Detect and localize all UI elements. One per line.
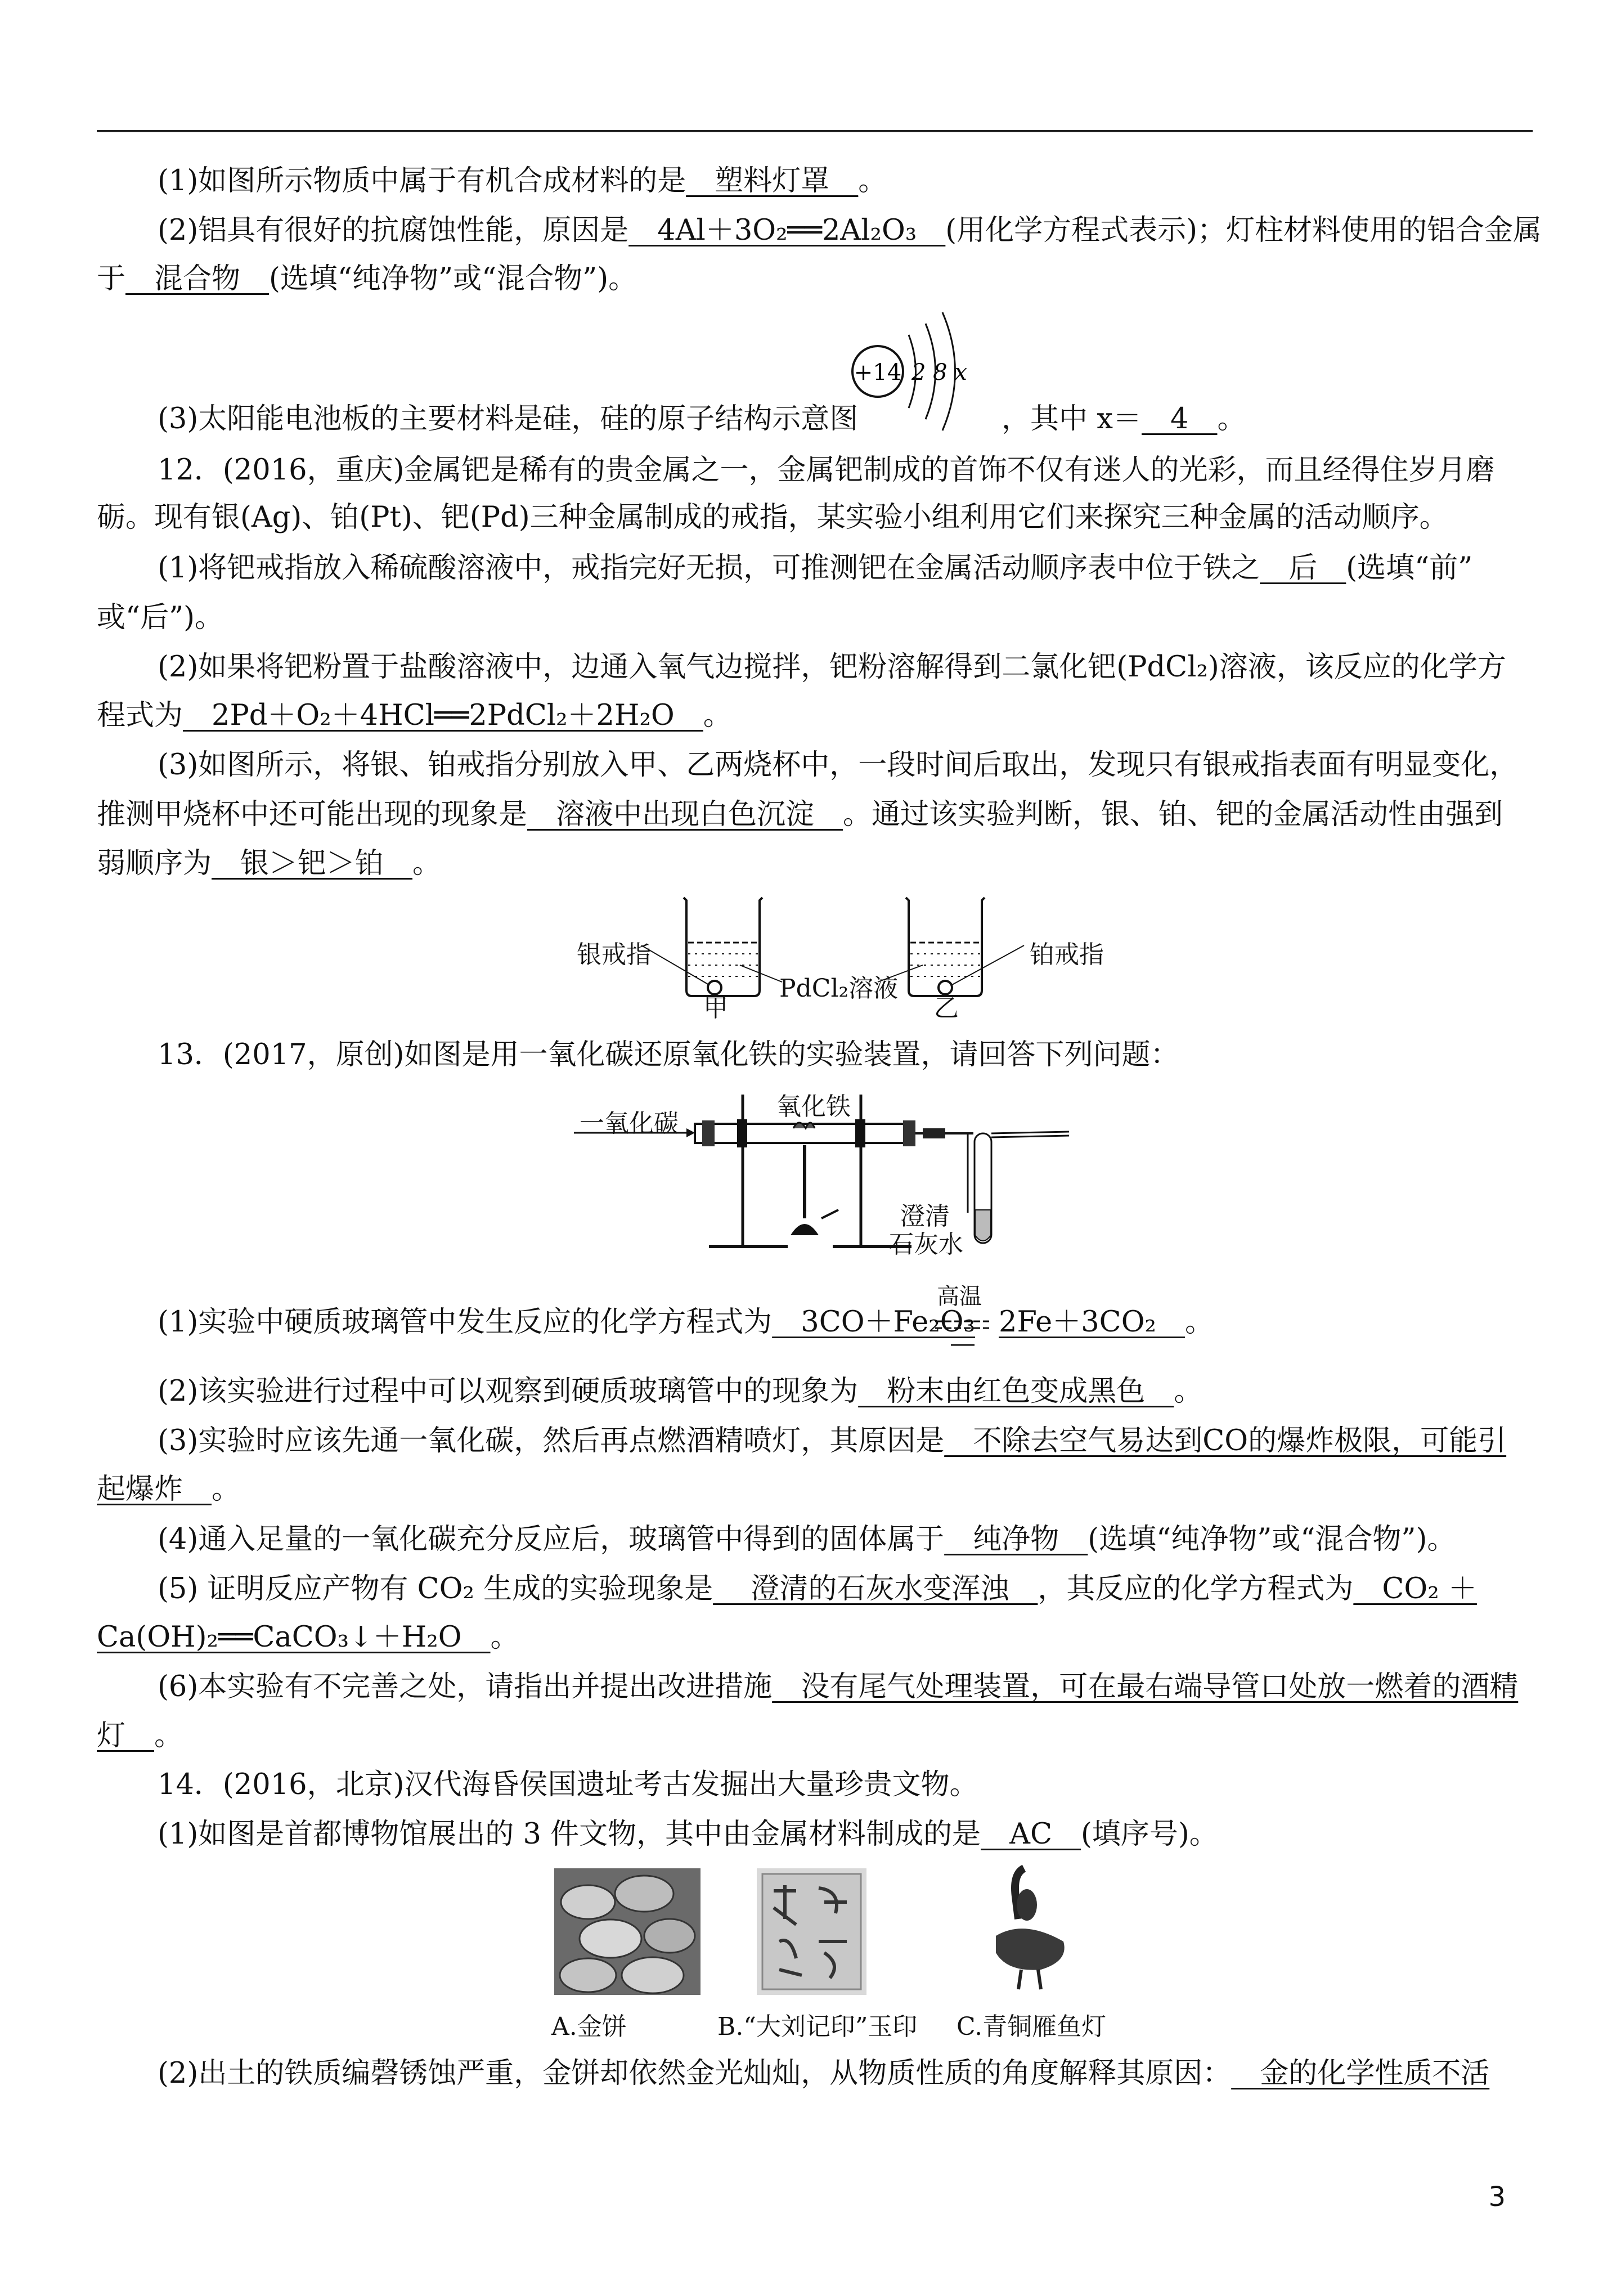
q13-part3-cont: 起爆炸__。 xyxy=(97,1473,241,1506)
header-rule xyxy=(97,130,1533,132)
gold-cakes-photo xyxy=(554,1868,701,1995)
fig-label-co: 一氧化碳 xyxy=(580,1109,679,1138)
q13-part3: (3)实验时应该先通一氧化碳，然后再点燃酒精喷灯，其原因是__不除去空气易达到CO的爆炸极限，可能引 xyxy=(158,1424,1507,1458)
q12-intro-line2: 砺。现有银(Ag)、铂(Pt)、钯(Pd)三种金属制成的戒指，某实验小组利用它们来探究三种金属的活动顺序。 xyxy=(97,501,1448,534)
q14-part2: (2)出土的铁质编磬锈蚀严重，金饼却依然金光灿灿，从物质性质的角度解释其原因：__金的化学性质不活 xyxy=(158,2057,1490,2090)
fig-label-solution: PdCl₂溶液 xyxy=(779,974,899,1003)
q13-part5: (5) 证明反应产物有 CO₂ 生成的实验现象是__ 澄清的石灰水变浑浊__，其反应的化学方程式为__CO₂ ＋ xyxy=(158,1572,1477,1606)
q13-part1-tail: 2Fe＋3CO₂__。 xyxy=(999,1306,1214,1339)
answer-blank: __金的化学性质不活 xyxy=(1231,2057,1490,2090)
caption-c: C.青铜雁鱼灯 xyxy=(957,2012,1107,2041)
q11-part2-cont: 于__混合物__(选填“纯净物”或“混合物”)。 xyxy=(97,262,637,295)
q12-part2-line1: (2)如果将钯粉置于盐酸溶液中，边通入氧气边搅拌，钯粉溶解得到二氯化钯(PdCl₂)溶液，该反应的化学方 xyxy=(158,651,1506,684)
page-number: 3 xyxy=(1488,2181,1506,2213)
answer-blank: __不除去空气易达到CO的爆炸极限，可能引 xyxy=(944,1424,1507,1458)
q13-part1: (1)实验中硬质玻璃管中发生反应的化学方程式为__3CO＋Fe₂O₃ xyxy=(158,1306,976,1339)
bronze-lamp-photo xyxy=(979,1857,1080,1995)
answer-blank: __纯净物__ xyxy=(944,1523,1088,1556)
answer-blank: __塑料灯罩__ xyxy=(686,164,859,198)
answer-blank: __粉末由红色变成黑色__ xyxy=(858,1375,1174,1408)
answer-blank: Ca(OH)₂══CaCO₃↓＋H₂O__ xyxy=(97,1621,491,1654)
fig-label-platinum-ring: 铂戒指 xyxy=(1030,940,1104,969)
q11-part3-tail: ，其中 x＝__4__。 xyxy=(1002,402,1246,436)
fig-label-iron-oxide: 氧化铁 xyxy=(776,1092,851,1121)
q14-intro: 14．(2016，北京)汉代海昏侯国遗址考古发掘出大量珍贵文物。 xyxy=(158,1768,978,1801)
q13-part6: (6)本实验有不完善之处，请指出并提出改进措施__没有尾气处理装置，可在最右端导管口处放一燃着的酒精 xyxy=(158,1670,1519,1703)
answer-blank: __2Pd＋O₂＋4HCl══2PdCl₂＋2H₂O__ xyxy=(183,699,703,732)
answer-blank: 灯__ xyxy=(97,1719,155,1752)
silicon-atom-diagram xyxy=(847,301,993,436)
answer-blank: __CO₂ ＋ xyxy=(1353,1572,1477,1606)
jade-seal-photo xyxy=(757,1868,866,1995)
answer-blank: __3CO＋Fe₂O₃ xyxy=(772,1306,976,1339)
caption-b: B.“大刘记印”玉印 xyxy=(717,2012,918,2041)
fig-label-silver-ring: 银戒指 xyxy=(577,940,651,969)
q13-intro: 13．(2017，原创)如图是用一氧化碳还原氧化铁的实验装置，请回答下列问题： xyxy=(158,1038,1179,1071)
answer-blank: __混合物__ xyxy=(125,262,270,295)
q11-part3: (3)太阳能电池板的主要材料是硅，硅的原子结构示意图 xyxy=(158,402,859,436)
q13-part4: (4)通入足量的一氧化碳充分反应后，玻璃管中得到的固体属于__纯净物__(选填“纯净物”或“混合物”)。 xyxy=(158,1523,1456,1556)
answer-blank: 2Fe＋3CO₂__ xyxy=(999,1306,1185,1339)
q12-part3-line1: (3)如图所示，将银、铂戒指分别放入甲、乙两烧杯中，一段时间后取出，发现只有银戒指表面有明显变化， xyxy=(158,748,1519,782)
q12-part1-cont: 或“后”)。 xyxy=(97,601,224,634)
answer-blank: 起爆炸__ xyxy=(97,1473,212,1506)
q13-part6-cont: 灯__。 xyxy=(97,1719,183,1752)
q12-intro-line1: 12．(2016，重庆)金属钯是稀有的贵金属之一，金属钯制成的首饰不仅有迷人的光彩，而且经得住岁月磨 xyxy=(158,454,1495,487)
q12-part2: 程式为__2Pd＋O₂＋4HCl══2PdCl₂＋2H₂O__。 xyxy=(97,699,732,732)
answer-blank: __银＞钯＞铂__ xyxy=(212,847,413,880)
answer-blank: __溶液中出现白色沉淀__ xyxy=(527,798,843,831)
q12-part3-cont: 弱顺序为__银＞钯＞铂__。 xyxy=(97,847,442,880)
q12-part3: 推测甲烧杯中还可能出现的现象是__溶液中出现白色沉淀__。通过该实验判断，银、铂、钯的金属活动性由强到 xyxy=(97,798,1503,831)
caption-a: A.金饼 xyxy=(551,2012,627,2041)
atom-nucleus-label: +14 xyxy=(854,360,902,385)
q13-part5-cont: Ca(OH)₂══CaCO₃↓＋H₂O__。 xyxy=(97,1621,519,1654)
answer-blank: __ 澄清的石灰水变浑浊__ xyxy=(713,1572,1038,1606)
q14-part1: (1)如图是首都博物馆展出的 3 件文物，其中由金属材料制成的是__AC__(填序号)。 xyxy=(158,1818,1218,1851)
equals-sign xyxy=(934,1311,990,1351)
q13-part2: (2)该实验进行过程中可以观察到硬质玻璃管中的现象为__粉末由红色变成黑色__。 xyxy=(158,1375,1203,1408)
answer-blank: __后__ xyxy=(1260,551,1346,585)
reaction-condition: 高温 xyxy=(937,1284,982,1310)
fig-label-yi: 乙 xyxy=(934,994,959,1023)
fig-label-limewater-1: 澄清 xyxy=(900,1202,950,1231)
q12-part1: (1)将钯戒指放入稀硫酸溶液中，戒指完好无损，可推测钯在金属活动顺序表中位于铁之__后__(选填“前” xyxy=(158,551,1473,585)
q11-part1: (1)如图所示物质中属于有机合成材料的是__塑料灯罩__。 xyxy=(158,164,887,198)
q11-part2: (2)铝具有很好的抗腐蚀性能，原因是__4Al＋3O₂══2Al₂O₃__(用化学方程式表示)；灯柱材料使用的铝合金属 xyxy=(158,214,1542,247)
fig-label-limewater-2: 石灰水 xyxy=(889,1230,963,1259)
answer-blank: __4__ xyxy=(1141,402,1218,436)
answer-blank: __AC__ xyxy=(981,1818,1081,1851)
answer-blank: __没有尾气处理装置，可在最右端导管口处放一燃着的酒精 xyxy=(772,1670,1519,1703)
fig-label-jia: 甲 xyxy=(703,994,728,1023)
answer-blank: __4Al＋3O₂══2Al₂O₃__ xyxy=(628,214,946,247)
atom-shells-label: 2 8 x xyxy=(911,360,967,385)
